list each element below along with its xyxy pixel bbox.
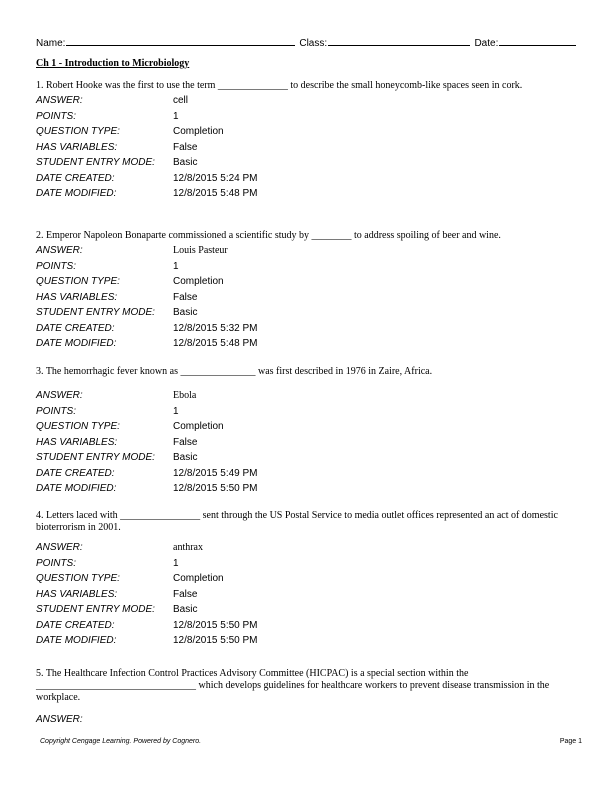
points-label: POINTS: [36, 405, 77, 417]
question-5 [36, 668, 580, 728]
points-label: POINTS: [36, 260, 77, 272]
name-line [66, 36, 295, 46]
student-entry-mode-row [36, 305, 580, 321]
has-variables-value: False [173, 291, 198, 303]
question-meta [36, 93, 580, 202]
date-created-row [36, 466, 580, 482]
has-variables-label: HAS VARIABLES: [36, 141, 118, 153]
date-created-row [36, 618, 580, 634]
date-created-label: DATE CREATED: [36, 467, 115, 479]
points-value: 1 [173, 260, 179, 272]
has-variables-value: False [173, 141, 198, 153]
has-variables-label: HAS VARIABLES: [36, 588, 118, 600]
class-line [328, 36, 470, 46]
question-text: 3. The hemorrhagic fever known as _______________ was first described in 1976 in Zaire, Africa. [36, 366, 433, 377]
question-type-label: QUESTION TYPE: [36, 421, 120, 433]
date-created-label: DATE CREATED: [36, 322, 115, 334]
points-label: POINTS: [36, 557, 77, 569]
points-value: 1 [173, 110, 179, 122]
answer-label: ANSWER: [36, 714, 83, 726]
question-1 [36, 80, 580, 202]
answer-row [36, 243, 580, 259]
class-label: Class: [299, 38, 328, 49]
question-type-label: QUESTION TYPE: [36, 276, 120, 288]
points-row [36, 404, 580, 420]
date-created-value: 12/8/2015 5:24 PM [173, 172, 258, 184]
has-variables-value: False [173, 588, 198, 600]
student-entry-mode-value: Basic [173, 604, 198, 616]
question-type-row [36, 419, 580, 435]
date-created-value: 12/8/2015 5:49 PM [173, 467, 258, 479]
question-type-row [36, 274, 580, 290]
date-modified-value: 12/8/2015 5:50 PM [173, 635, 258, 647]
question-meta [36, 540, 580, 649]
date-created-label: DATE CREATED: [36, 172, 115, 184]
page-footer [40, 738, 582, 745]
points-label: POINTS: [36, 110, 77, 122]
student-entry-mode-value: Basic [173, 452, 198, 464]
student-entry-mode-label: STUDENT ENTRY MODE: [36, 307, 155, 319]
date-modified-row [36, 633, 580, 649]
has-variables-row [36, 435, 580, 451]
header-fields [36, 36, 576, 49]
question-text: 2. Emperor Napoleon Bonaparte commissioned a scientific study by ________ to address spoiling of beer and wine. [36, 230, 501, 241]
student-entry-mode-row [36, 602, 580, 618]
date-modified-label: DATE MODIFIED: [36, 635, 117, 647]
answer-row [36, 388, 580, 404]
student-entry-mode-label: STUDENT ENTRY MODE: [36, 452, 155, 464]
answer-value: cell [173, 95, 189, 107]
answer-row [36, 712, 580, 728]
question-text: 4. Letters laced with ________________ sent through the US Postal Service to media outlet offices represented an act of domestic bioterrorism in 2001. [36, 510, 558, 533]
answer-value: Ebola [173, 390, 197, 402]
date-created-value: 12/8/2015 5:50 PM [173, 619, 258, 631]
question-4 [36, 510, 580, 649]
date-created-row [36, 171, 580, 187]
has-variables-row [36, 587, 580, 603]
date-modified-row [36, 336, 580, 352]
question-type-label: QUESTION TYPE: [36, 573, 120, 585]
answer-label: ANSWER: [36, 390, 83, 402]
question-text: 5. The Healthcare Infection Control Practices Advisory Committee (HICPAC) is a special section within the ________________________________ which develops guidelines for healthcare workers to prevent disease transmission in the workplace. [36, 668, 550, 703]
date-label: Date: [474, 38, 499, 49]
date-modified-label: DATE MODIFIED: [36, 188, 117, 200]
question-type-row [36, 124, 580, 140]
question-type-value: Completion [173, 573, 224, 585]
date-modified-value: 12/8/2015 5:50 PM [173, 483, 258, 495]
has-variables-label: HAS VARIABLES: [36, 291, 118, 303]
date-modified-label: DATE MODIFIED: [36, 483, 117, 495]
date-created-label: DATE CREATED: [36, 619, 115, 631]
student-entry-mode-value: Basic [173, 157, 198, 169]
date-line [499, 36, 576, 46]
student-entry-mode-value: Basic [173, 307, 198, 319]
points-row [36, 556, 580, 572]
date-modified-row [36, 481, 580, 497]
has-variables-row [36, 140, 580, 156]
has-variables-label: HAS VARIABLES: [36, 436, 118, 448]
points-row [36, 109, 580, 125]
points-row [36, 259, 580, 275]
section-title: Ch 1 - Introduction to Microbiology [36, 58, 190, 69]
question-type-label: QUESTION TYPE: [36, 126, 120, 138]
question-meta [36, 388, 580, 497]
answer-label: ANSWER: [36, 245, 83, 257]
student-entry-mode-row [36, 450, 580, 466]
answer-label: ANSWER: [36, 95, 83, 107]
question-meta [36, 243, 580, 352]
question-text: 1. Robert Hooke was the first to use the term ______________ to describe the small honeycomb-like spaces seen in cork. [36, 80, 523, 91]
date-modified-label: DATE MODIFIED: [36, 338, 117, 350]
date-modified-row [36, 186, 580, 202]
has-variables-value: False [173, 436, 198, 448]
answer-label: ANSWER: [36, 542, 83, 554]
has-variables-row [36, 290, 580, 306]
question-2 [36, 230, 580, 352]
question-meta [36, 712, 580, 728]
question-type-value: Completion [173, 126, 224, 138]
points-value: 1 [173, 557, 179, 569]
answer-row [36, 540, 580, 556]
answer-value: Louis Pasteur [173, 245, 228, 257]
student-entry-mode-label: STUDENT ENTRY MODE: [36, 157, 155, 169]
points-value: 1 [173, 405, 179, 417]
question-type-row [36, 571, 580, 587]
date-modified-value: 12/8/2015 5:48 PM [173, 338, 258, 350]
date-created-value: 12/8/2015 5:32 PM [173, 322, 258, 334]
student-entry-mode-label: STUDENT ENTRY MODE: [36, 604, 155, 616]
date-modified-value: 12/8/2015 5:48 PM [173, 188, 258, 200]
question-type-value: Completion [173, 276, 224, 288]
page-number: Page 1 [559, 738, 582, 745]
question-3 [36, 366, 580, 497]
date-created-row [36, 321, 580, 337]
answer-row [36, 93, 580, 109]
name-label: Name: [36, 38, 66, 49]
student-entry-mode-row [36, 155, 580, 171]
answer-value: anthrax [173, 542, 203, 554]
question-type-value: Completion [173, 421, 224, 433]
copyright-text: Copyright Cengage Learning. Powered by Cognero. [40, 738, 202, 745]
